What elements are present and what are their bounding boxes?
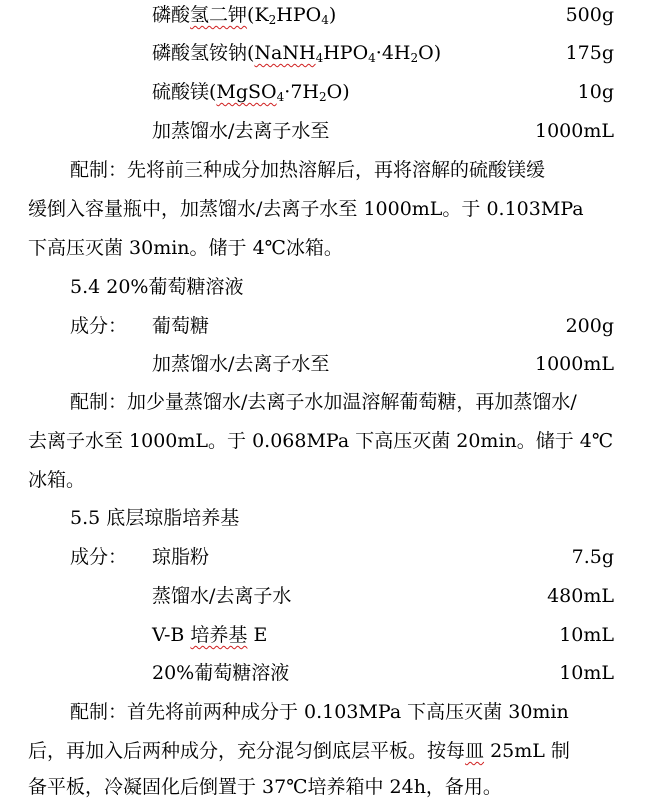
preparation-text: 下高压灭菌 30min。储于 4℃冰箱。 xyxy=(28,237,343,259)
preparation-text: 配制：首先将前两种成分于 0.103MPa 下高压灭菌 30min xyxy=(70,701,569,723)
ingredient-quantity: 10g xyxy=(577,81,614,103)
ingredient-quantity: 175g xyxy=(565,42,614,64)
ingredient-row xyxy=(0,542,654,572)
ingredient-row xyxy=(0,0,654,30)
ingredient-row xyxy=(0,349,654,379)
ingredient-row xyxy=(0,620,654,650)
preparation-text: 配制：先将前三种成分加热溶解后，再将溶解的硫酸镁缓 xyxy=(70,159,546,181)
ingredient-quantity: 10mL xyxy=(559,624,614,646)
ingredient-row xyxy=(0,311,654,341)
ingredient-row xyxy=(0,77,654,107)
ingredient-quantity: 480mL xyxy=(547,585,614,607)
ingredient-name: 硫酸镁$(MgSO_4\cdot 7H_2O)$ xyxy=(152,81,350,104)
ingredients-label: 成分： xyxy=(70,546,128,568)
ingredient-quantity: 1000mL xyxy=(535,120,614,142)
ingredient-quantity: 7.5g xyxy=(571,546,614,568)
section-heading: 5.5 底层琼脂培养基 xyxy=(70,507,240,529)
preparation-text: 配制：加少量蒸馏水/去离子水加温溶解葡萄糖，再加蒸馏水/ xyxy=(70,391,577,413)
ingredient-name: 蒸馏水/去离子水 xyxy=(152,585,292,607)
preparation-text: 冰箱。 xyxy=(28,469,86,491)
ingredient-row xyxy=(0,38,654,68)
ingredient-name: 磷酸氢二钾$(K_2HPO_4)$ xyxy=(152,4,337,27)
ingredient-name: 琼脂粉 xyxy=(152,546,210,568)
preparation-text: 去离子水至 1000mL。于 0.068MPa 下高压灭菌 20min。储于 4℃ xyxy=(28,430,614,452)
ingredient-quantity: 200g xyxy=(565,315,614,337)
ingredient-name: 20%葡萄糖溶液 xyxy=(152,662,290,684)
ingredient-name: V-B 培养基 E xyxy=(152,624,268,646)
section-heading: 5.4 20%葡萄糖溶液 xyxy=(70,276,244,298)
preparation-text: 备平板，冷凝固化后倒置于 37℃培养箱中 24h，备用。 xyxy=(28,776,502,798)
ingredient-row xyxy=(0,581,654,611)
ingredient-name: 加蒸馏水/去离子水至 xyxy=(152,120,330,142)
ingredient-name: 磷酸氢铵钠$(NaNH_4HPO_4\cdot 4H_2O)$ xyxy=(152,42,442,65)
ingredient-quantity: 10mL xyxy=(559,662,614,684)
ingredient-row xyxy=(0,658,654,688)
preparation-text: 后，再加入后两种成分，充分混匀倒底层平板。按每皿 25mL 制 xyxy=(28,740,570,762)
ingredient-name: 葡萄糖 xyxy=(152,315,210,337)
ingredient-quantity: 1000mL xyxy=(535,353,614,375)
ingredient-row xyxy=(0,116,654,146)
ingredients-label: 成分： xyxy=(70,315,128,337)
ingredient-name: 加蒸馏水/去离子水至 xyxy=(152,353,330,375)
ingredient-quantity: 500g xyxy=(565,4,614,26)
preparation-text: 缓倒入容量瓶中，加蒸馏水/去离子水至 1000mL。于 0.103MPa xyxy=(28,198,584,220)
